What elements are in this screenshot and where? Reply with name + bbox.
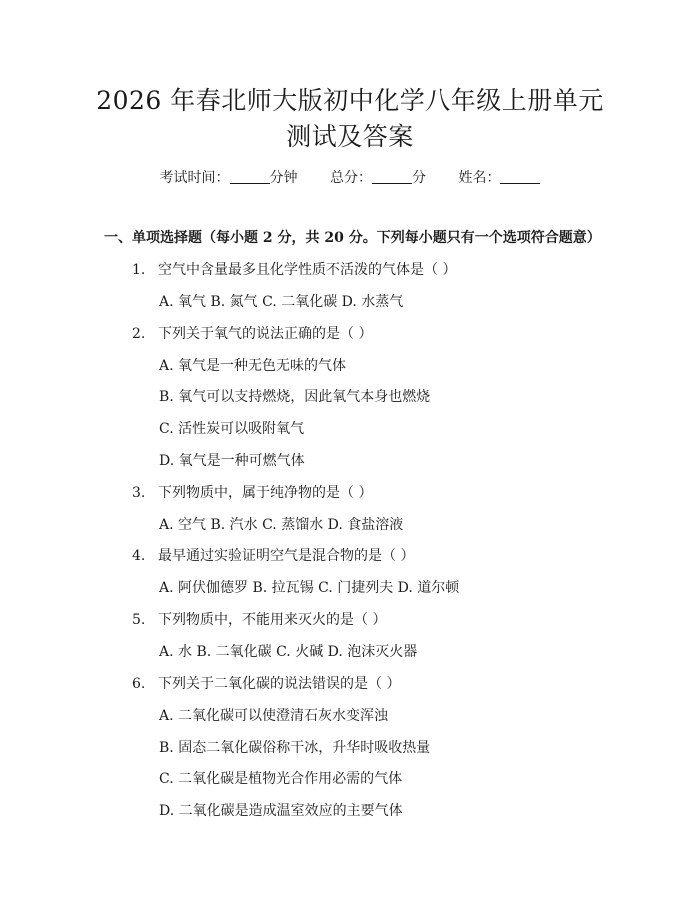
question-text: 下列关于氧气的说法正确的是（ ） (158, 326, 373, 342)
question-number: 5. (132, 612, 146, 628)
question-2-option-b: B. 氧气可以支持燃烧，因此氧气本身也燃烧 (159, 389, 431, 405)
name-blank (500, 169, 540, 184)
question-text: 下列物质中，不能用来灭火的是（ ） (158, 612, 387, 628)
question-text: 下列物质中，属于纯净物的是（ ） (158, 485, 373, 501)
total-score-unit: 分 (412, 170, 426, 186)
question-5-options: A. 水 B. 二氧化碳 C. 火碱 D. 泡沫灭火器 (159, 644, 418, 660)
question-text: 空气中含量最多且化学性质不活泼的气体是（ ） (158, 262, 457, 278)
exam-info (0, 168, 700, 188)
question-6-option-d: D. 二氧化碳是造成温室效应的主要气体 (159, 803, 403, 819)
question-number: 1. (132, 262, 146, 278)
exam-time-label: 考试时间： (159, 170, 230, 186)
question-number: 3. (132, 485, 146, 501)
question-6-option-c: C. 二氧化碳是植物光合作用必需的气体 (159, 771, 403, 787)
total-score-field (330, 170, 430, 186)
question-1 (132, 260, 456, 280)
name-label: 姓名： (458, 170, 501, 186)
section-heading-single-choice: 一、单项选择题（每小题 2 分，共 20 分。下列每小题只有一个选项符合题意） (104, 230, 601, 246)
document-title-line-2: 测试及答案 (286, 122, 414, 151)
question-4 (132, 546, 414, 566)
question-text: 下列关于二氧化碳的说法错误的是（ ） (158, 676, 401, 692)
exam-time-blank (230, 169, 270, 184)
question-number: 2. (132, 326, 146, 342)
question-1-options: A. 氧气 B. 氮气 C. 二氧化碳 D. 水蒸气 (159, 294, 404, 310)
total-score-blank (372, 169, 412, 184)
question-2-option-d: D. 氧气是一种可燃气体 (159, 453, 305, 469)
question-5 (132, 610, 386, 630)
question-number: 6. (132, 676, 146, 692)
question-2-option-a: A. 氧气是一种无色无味的气体 (159, 358, 347, 374)
question-4-options: A. 阿伏伽德罗 B. 拉瓦锡 C. 门捷列夫 D. 道尔顿 (159, 580, 460, 596)
exam-time-field (160, 170, 302, 186)
question-6 (132, 674, 400, 694)
name-field (458, 170, 540, 186)
question-number: 4. (132, 548, 146, 564)
question-2 (132, 324, 372, 344)
total-score-label: 总分： (330, 170, 372, 186)
question-2-option-c: C. 活性炭可以吸附氧气 (159, 421, 305, 437)
question-6-option-b: B. 固态二氧化碳俗称干冰，升华时吸收热量 (159, 740, 431, 756)
question-6-option-a: A. 二氧化碳可以使澄清石灰水变浑浊 (159, 708, 389, 724)
question-3 (132, 483, 372, 503)
question-3-options: A. 空气 B. 汽水 C. 蒸馏水 D. 食盐溶液 (159, 517, 404, 533)
document-title-line-1: 2026 年春北师大版初中化学八年级上册单元 (96, 86, 604, 115)
exam-time-unit: 分钟 (269, 170, 298, 186)
question-text: 最早通过实验证明空气是混合物的是（ ） (158, 548, 415, 564)
